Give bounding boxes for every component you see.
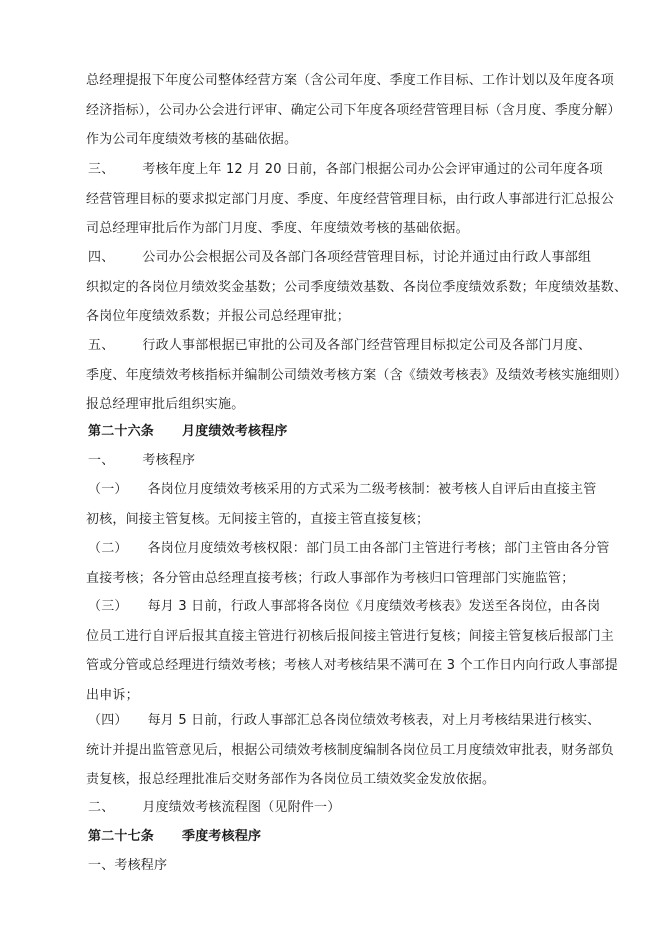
- section-number: 一、: [88, 453, 115, 468]
- section-title: 月度绩效考核流程图（见附件一）: [142, 800, 341, 815]
- text-line: 经济指标），公司办公会进行评审、确定公司下年度各项经营管理目标（含月度、季度分解）: [86, 102, 621, 118]
- item-number: （四）: [88, 713, 128, 728]
- text-line: 直接考核；各分管由总经理直接考核；行政人事部作为考核归口管理部门实施监管；: [86, 570, 575, 586]
- section-title: 一、考核程序: [88, 858, 168, 873]
- text-line: 各岗位月度绩效考核采用的方式采为二级考核制：被考核人自评后由直接主管: [147, 482, 597, 497]
- text-line: 季度、年度绩效考核指标并编制公司绩效考核方案（含《绩效考核表》及绩效考核实施细则）: [86, 367, 628, 383]
- item-number: 四、: [88, 250, 115, 265]
- article-title: 月度绩效考核程序: [182, 424, 288, 439]
- article-heading-27: [0, 822, 662, 852]
- article-heading-26: [0, 417, 662, 447]
- article-number: 第二十七条: [88, 829, 155, 844]
- item-number: （三）: [88, 599, 128, 614]
- section-title: 考核程序: [142, 453, 196, 468]
- text-line: 位员工进行自评后报其直接主管进行初核后报间接主管进行复核；间接主管复核后报部门主: [86, 628, 615, 644]
- text-line: 作为公司年度绩效考核的基础依据。: [86, 132, 298, 147]
- paragraph-item-three: [0, 155, 662, 244]
- text-line: 各岗位年度绩效系数；并报公司总经理审批；: [86, 309, 351, 324]
- subitem-one: [0, 475, 662, 534]
- text-line: 经营管理目标的要求拟定部门月度、季度、年度经营管理目标，由行政人事部进行汇总报公: [86, 191, 615, 207]
- paragraph-item-four: [0, 243, 662, 332]
- item-number: （一）: [88, 482, 128, 497]
- text-line: 考核年度上年 12 月 20 日前，各部门根据公司办公会评审通过的公司年度各项: [142, 162, 603, 177]
- text-line: 初核，间接主管复核。无间接主管的，直接主管直接复核；: [86, 511, 430, 527]
- text-line: 责复核，报总经理批准后交财务部作为各岗位员工绩效奖金发放依据。: [86, 772, 496, 787]
- text-line: 织拟定的各岗位月绩效奖金基数；公司季度绩效基数、各岗位季度绩效系数；年度绩效基数、: [86, 279, 628, 295]
- section-number: 二、: [88, 800, 115, 815]
- text-line: 每月 5 日前，行政人事部汇总各岗位绩效考核表，对上月考核结果进行核实、: [147, 713, 601, 728]
- text-line: 统计并提出监管意见后，根据公司绩效考核制度编制各岗位员工月度绩效审批表，财务部负: [86, 742, 615, 758]
- text-line: 行政人事部根据已审批的公司及各部门经营管理目标拟定公司及各部门月度、: [142, 338, 592, 353]
- subitem-three: [0, 592, 662, 710]
- subitem-two: [0, 534, 662, 593]
- paragraph-annual-plan: [0, 66, 662, 155]
- paragraph-item-five: [0, 331, 662, 420]
- text-line: 司总经理审批后作为部门月度、季度、年度绩效考核的基础依据。: [86, 221, 469, 236]
- item-number: 五、: [88, 338, 115, 353]
- text-line: 公司办公会根据公司及各部门各项经营管理目标，讨论并通过由行政人事部组: [142, 250, 592, 265]
- text-line: 管或分管或总经理进行绩效考核；考核人对考核结果不满可在 3 个工作日内向行政人事部提: [86, 658, 618, 673]
- article-number: 第二十六条: [88, 424, 155, 439]
- item-number: （二）: [88, 541, 128, 556]
- section-heading: [0, 851, 662, 881]
- section-heading: [0, 446, 662, 476]
- text-line: 各岗位月度绩效考核权限：部门员工由各部门主管进行考核；部门主管由各分管: [147, 541, 610, 556]
- text-line: 总经理提报下年度公司整体经营方案（含公司年度、季度工作目标、工作计划以及年度各项: [86, 73, 615, 88]
- text-line: 出申诉；: [86, 687, 139, 703]
- subitem-four: [0, 706, 662, 795]
- text-line: 每月 3 日前，行政人事部将各岗位《月度绩效考核表》发送至各岗位，由各岗: [147, 599, 601, 614]
- article-title: 季度考核程序: [182, 829, 262, 844]
- section-heading: [0, 793, 662, 823]
- text-line: 报总经理审批后组织实施。: [86, 397, 245, 412]
- item-number: 三、: [88, 162, 115, 177]
